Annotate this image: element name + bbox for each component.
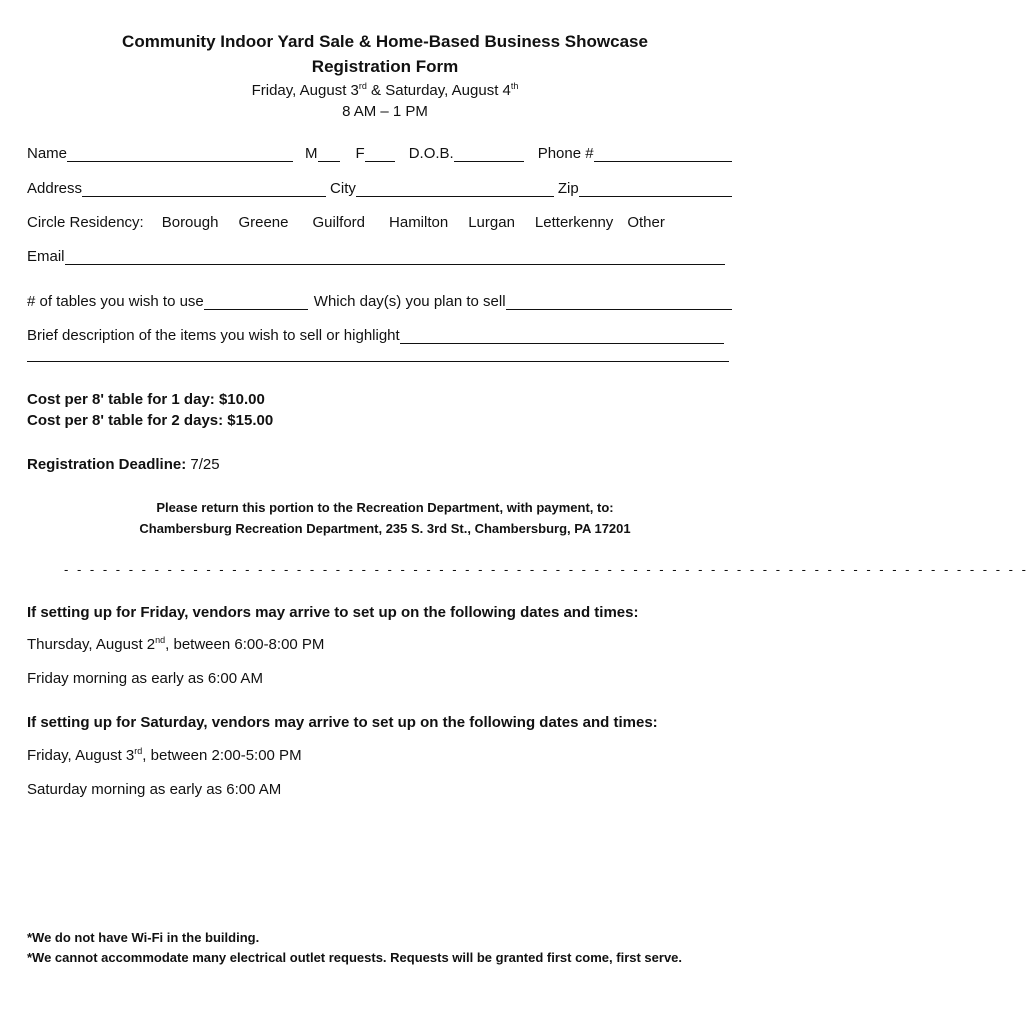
- saturday-setup-line-1: Friday, August 3rd, between 2:00-5:00 PM: [27, 746, 302, 764]
- city-label: City: [330, 180, 356, 197]
- return-info-line-1: Please return this portion to the Recreation Department, with payment, to:: [156, 500, 614, 515]
- name-field[interactable]: [67, 145, 293, 162]
- residency-option-letterkenny[interactable]: Letterkenny: [534, 214, 614, 231]
- deadline-label: Registration Deadline:: [27, 456, 187, 473]
- female-field[interactable]: [365, 145, 395, 162]
- name-row: [27, 140, 732, 162]
- form-title: Community Indoor Yard Sale & Home-Based Business Showcase: [122, 32, 648, 51]
- description-row: [27, 322, 724, 344]
- zip-label: Zip: [557, 180, 579, 197]
- dob-field[interactable]: [454, 145, 524, 162]
- event-dates: Friday, August 3rd & Saturday, August 4th: [251, 81, 519, 99]
- email-row: [27, 243, 725, 265]
- city-field[interactable]: [356, 180, 554, 197]
- residency-option-guilford[interactable]: Guilford: [312, 214, 366, 231]
- note-wifi: *We do not have Wi-Fi in the building.: [27, 930, 260, 945]
- tables-field[interactable]: [204, 293, 308, 310]
- residency-option-greene[interactable]: Greene: [238, 214, 289, 231]
- saturday-setup-heading: If setting up for Saturday, vendors may arrive to set up on the following dates and times:: [27, 714, 658, 731]
- days-label: Which day(s) you plan to sell: [313, 293, 506, 310]
- address-field[interactable]: [82, 180, 326, 197]
- phone-label: Phone #: [537, 145, 594, 162]
- female-label: F: [355, 145, 365, 162]
- form-subtitle: Registration Form: [311, 57, 459, 76]
- cost-two-days: Cost per 8' table for 2 days: $15.00: [27, 412, 274, 429]
- return-info-line-2: Chambersburg Recreation Department, 235 S. 3rd St., Chambersburg, PA 17201: [139, 521, 631, 536]
- name-label: Name: [27, 145, 68, 162]
- zip-field[interactable]: [579, 180, 732, 197]
- friday-setup-line-2: Friday morning as early as 6:00 AM: [27, 670, 263, 687]
- days-field[interactable]: [506, 293, 732, 310]
- cut-line-separator: - - - - - - - - - - - - - - - - - - - - - - - - - - - - - - - - - - - - - - - - - - - - - - - - - - - - - - - - - - - - - - - - - - - - - - - - - - -: [64, 562, 1028, 577]
- male-label: M: [305, 145, 318, 162]
- dob-label: D.O.B.: [408, 145, 454, 162]
- residency-option-hamilton[interactable]: Hamilton: [389, 214, 449, 231]
- phone-field[interactable]: [594, 145, 732, 162]
- deadline-value: 7/25: [186, 456, 220, 473]
- description-field[interactable]: [400, 327, 724, 344]
- male-field[interactable]: [318, 145, 340, 162]
- tables-label: # of tables you wish to use: [27, 293, 204, 310]
- description-field-line-2[interactable]: [27, 361, 729, 362]
- saturday-setup-line-2: Saturday morning as early as 6:00 AM: [27, 781, 282, 798]
- friday-setup-heading: If setting up for Friday, vendors may arrive to set up on the following dates and times:: [27, 604, 639, 621]
- residency-option-lurgan[interactable]: Lurgan: [468, 214, 515, 231]
- event-time: 8 AM – 1 PM: [342, 103, 428, 120]
- email-label: Email: [27, 248, 65, 265]
- description-label: Brief description of the items you wish to sell or highlight: [27, 327, 400, 344]
- residency-label: Circle Residency:: [27, 214, 144, 231]
- tables-row: [27, 288, 732, 310]
- residency-option-other[interactable]: Other: [627, 214, 665, 231]
- residency-option-borough[interactable]: Borough: [161, 214, 219, 231]
- address-row: [27, 175, 732, 197]
- friday-setup-line-1: Thursday, August 2nd, between 6:00-8:00 PM: [27, 635, 325, 653]
- email-field[interactable]: [65, 248, 725, 265]
- note-electrical: *We cannot accommodate many electrical outlet requests. Requests will be granted first come, first serve.: [27, 950, 683, 965]
- address-label: Address: [27, 180, 83, 197]
- cost-one-day: Cost per 8' table for 1 day: $10.00: [27, 391, 265, 408]
- residency-row: [27, 209, 732, 231]
- registration-deadline: [27, 456, 220, 473]
